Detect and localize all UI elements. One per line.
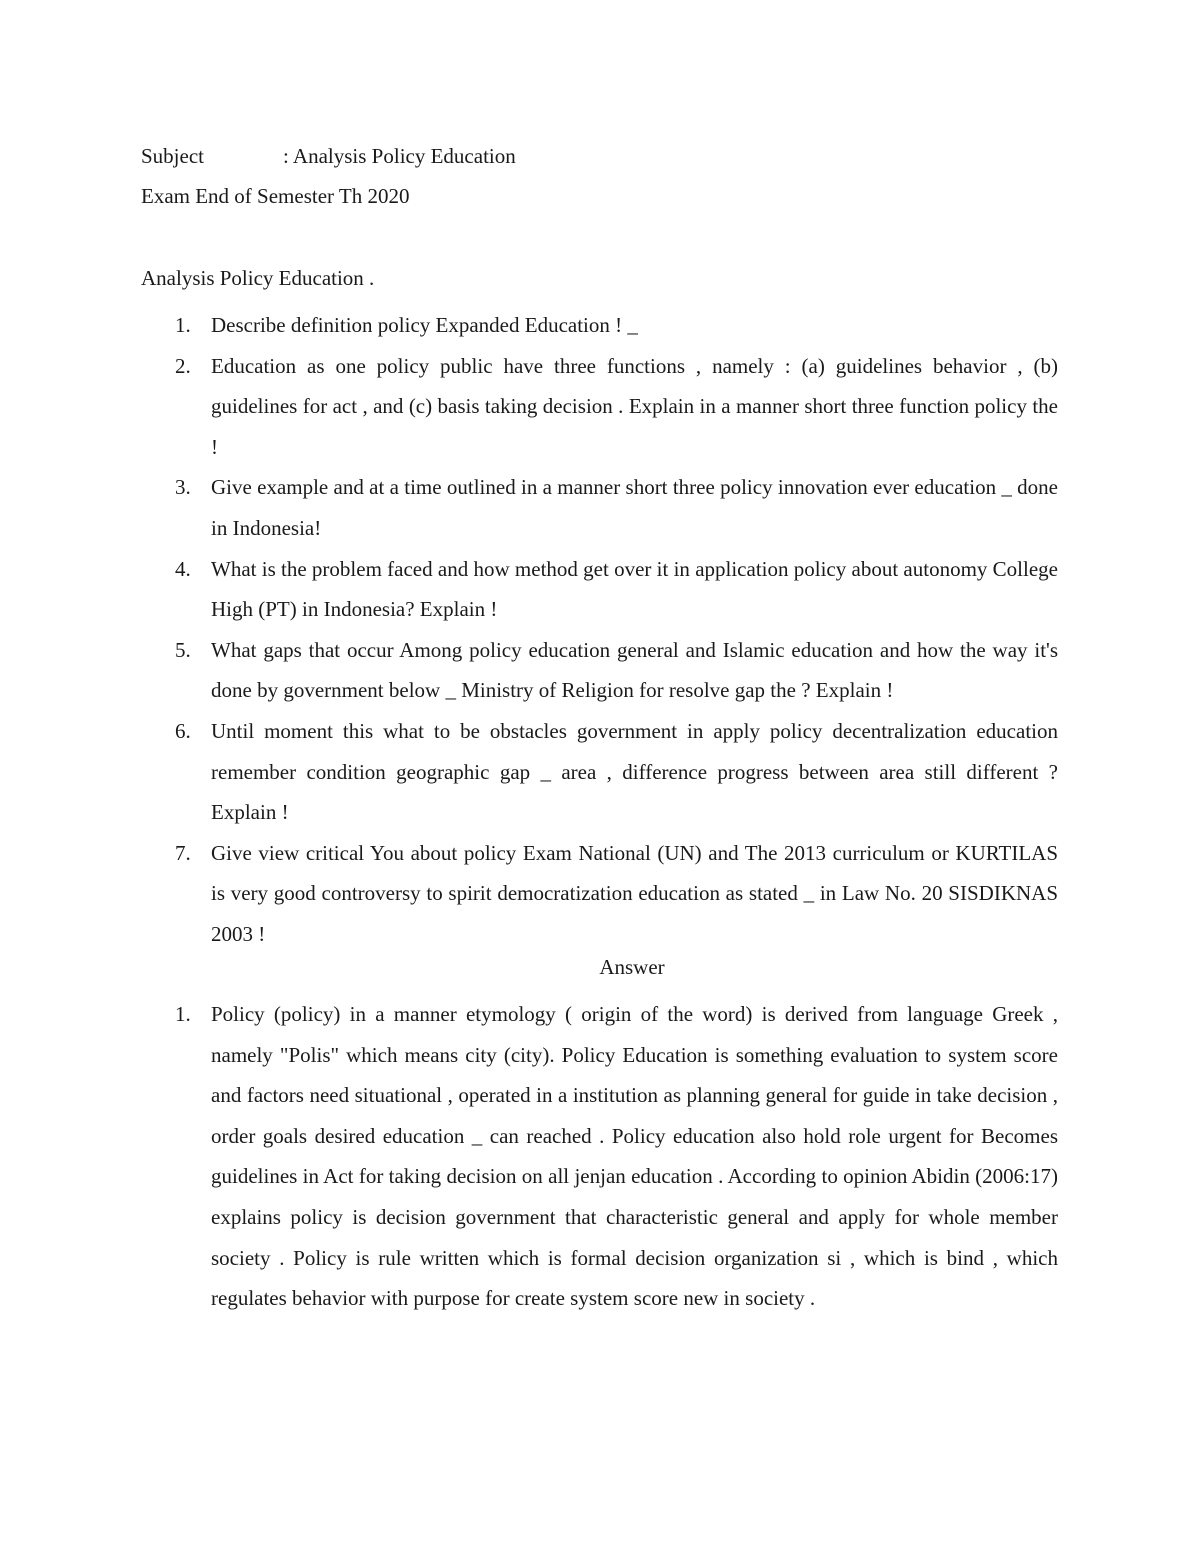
- question-text: What is the problem faced and how method get over it in application policy about autonomy College High (PT) in Indonesia? Explain !: [211, 556, 1058, 622]
- question-number: 5.: [175, 637, 191, 662]
- question-item: [0, 305, 1058, 346]
- question-text: Education as one policy public have three functions , namely : (a) guidelines behavior , (b) guidelines for act , and (c) basis taking decision . Explain in a manner short three function policy the !: [211, 353, 1058, 459]
- subject-label: Subject: [141, 144, 204, 168]
- question-item: [0, 711, 1058, 833]
- answer-number: 1.: [175, 1002, 191, 1026]
- question-text: Describe definition policy Expanded Education ! _: [211, 313, 638, 337]
- question-text: Until moment this what to be obstacles government in apply policy decentralization education remember condition geographic gap _ area , difference progress between area still different ? Explain !: [211, 718, 1058, 825]
- exam-line: Exam End of Semester Th 2020: [141, 184, 410, 208]
- subject-value: : Analysis Policy Education: [283, 144, 516, 168]
- question-number: 3.: [175, 475, 191, 500]
- question-number: 4.: [175, 556, 191, 581]
- question-item: [0, 630, 1058, 711]
- question-text: Give example and at a time outlined in a manner short three policy innovation ever education _ done in Indonesia!: [211, 475, 1058, 540]
- question-text: Give view critical You about policy Exam National (UN) and The 2013 curriculum or KURTILAS is very good controversy to spirit democratization education as stated _ in Law No. 20 SISDIKNAS 2003 !: [211, 840, 1058, 946]
- answer-list: [0, 994, 1200, 1319]
- question-number: 6.: [175, 718, 191, 743]
- answer-item: [0, 994, 1058, 1319]
- question-item: [0, 346, 1058, 468]
- question-item: [0, 549, 1058, 630]
- section-title: Analysis Policy Education .: [141, 266, 375, 290]
- question-number: 7.: [175, 840, 191, 865]
- question-item: [0, 467, 1058, 548]
- answer-heading: Answer: [599, 955, 665, 979]
- question-text: What gaps that occur Among policy education general and Islamic education and how the way it's done by government below _ Ministry of Religion for resolve gap the ? Explain !: [211, 637, 1058, 703]
- subject-line: [141, 142, 516, 170]
- question-number: 2.: [175, 353, 191, 378]
- answer-text: Policy (policy) in a manner etymology ( origin of the word) is derived from language Greek , namely "Polis" which means city (city). Policy Education is something evaluation to system score and factors need situational , operated in a institution as planning general for guide in take decision , order goals desired education _ can reached . Policy education also hold role urgent for Becomes guidelines in Act for taking decision on all jenjan education . According to opinion Abidin (2006:17) explains policy is decision government that characteristic general and apply for whole member society . Policy is rule written which is formal decision organization si , which is bind , which regulates behavior with purpose for create system score new in society .: [211, 1002, 1058, 1311]
- question-number: 1.: [175, 313, 191, 337]
- question-item: [0, 833, 1058, 955]
- question-list: [0, 305, 1200, 955]
